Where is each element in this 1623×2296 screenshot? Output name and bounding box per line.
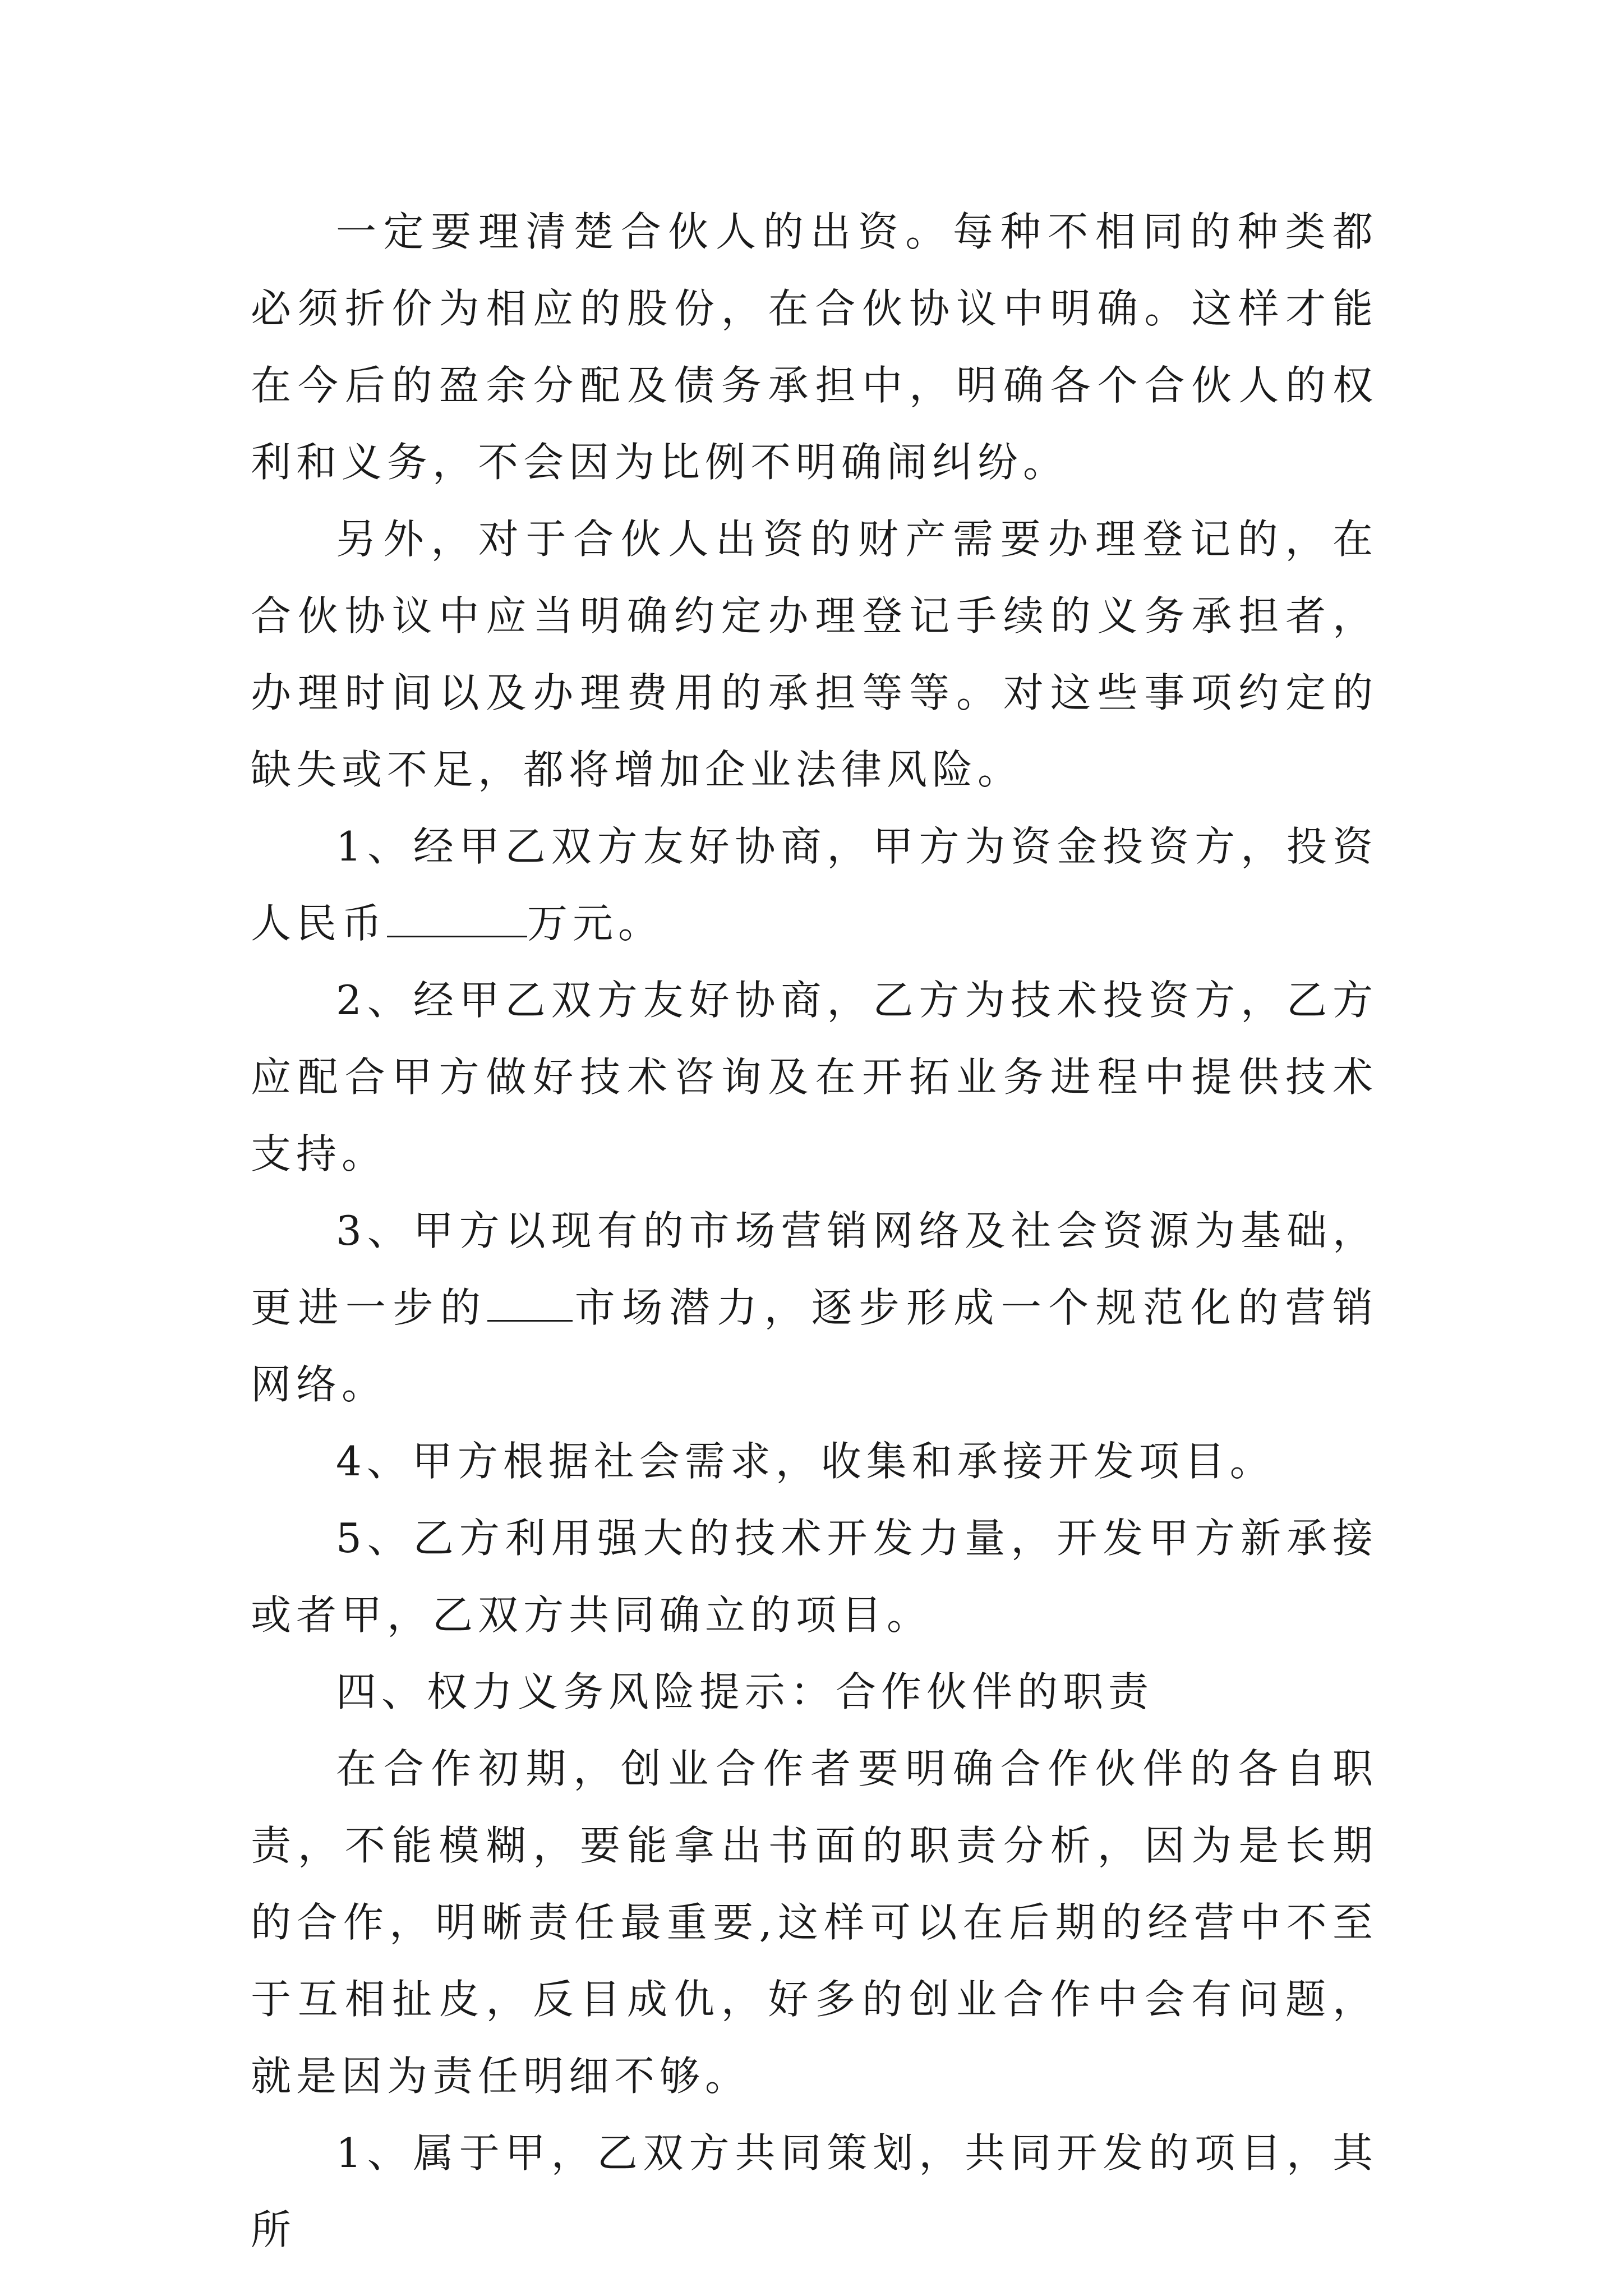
paragraph-registration: 另外，对于合伙人出资的财产需要办理登记的，在合伙协议中应当明确约定办理登记手续的义务承担者，办理时间以及办理费用的承担等等。对这些事项约定的缺失或不足，都将增加企业法律风险。 xyxy=(251,516,1378,793)
clause-1-text-before: 1、经甲乙双方友好协商，甲方为资金投资方，投资人民币 xyxy=(251,823,1378,947)
paragraph-clause-3-marketing xyxy=(251,1193,1378,1423)
section-heading-partner-duties: 四、权力义务风险提示：合作伙伴的职责 xyxy=(336,1668,1154,1715)
fill-in-blank-market xyxy=(487,1286,573,1322)
paragraph-clause-5-development: 5、乙方利用强大的技术开发力量，开发甲方新承接或者甲，乙双方共同确立的项目。 xyxy=(251,1515,1378,1639)
paragraph-clause-4-projects: 4、甲方根据社会需求，收集和承接开发项目。 xyxy=(336,1438,1275,1485)
paragraph-clause-1-joint-projects: 1、属于甲，乙双方共同策划，共同开发的项目，其所 xyxy=(251,2129,1378,2253)
paragraph-clause-2-technical: 2、经甲乙双方友好协商，乙方为技术投资方，乙方应配合甲方做好技术咨询及在开拓业务进程中提供技术支持。 xyxy=(251,977,1378,1177)
clause-1-text-after: 万元。 xyxy=(527,900,664,947)
fill-in-blank-amount xyxy=(387,902,527,937)
paragraph-partner-responsibilities: 在合作初期，创业合作者要明确合作伙伴的各自职责，不能模糊，要能拿出书面的职责分析，因为是长期的合作，明晰责任最重要,这样可以在后期的经营中不至于互相扯皮，反目成仇，好多的创业合作中会有问题，就是因为责任明细不够。 xyxy=(251,1745,1378,2100)
paragraph-capital-contribution: 一定要理清楚合伙人的出资。每种不相同的种类都必须折价为相应的股份，在合伙协议中明确。这样才能在今后的盈余分配及债务承担中，明确各个合伙人的权利和义务，不会因为比例不明确闹纠纷。 xyxy=(251,208,1378,486)
document-body xyxy=(251,194,1378,2269)
clause-3-text-before: 3、甲方以现有的市场营销网络及社会资源为基础，更进一步的 xyxy=(251,1207,1378,1331)
clause-3-text-after: 市场潜力，逐步形成一个规范化的营销网络。 xyxy=(251,1284,1378,1408)
paragraph-clause-1-funding xyxy=(251,808,1378,962)
